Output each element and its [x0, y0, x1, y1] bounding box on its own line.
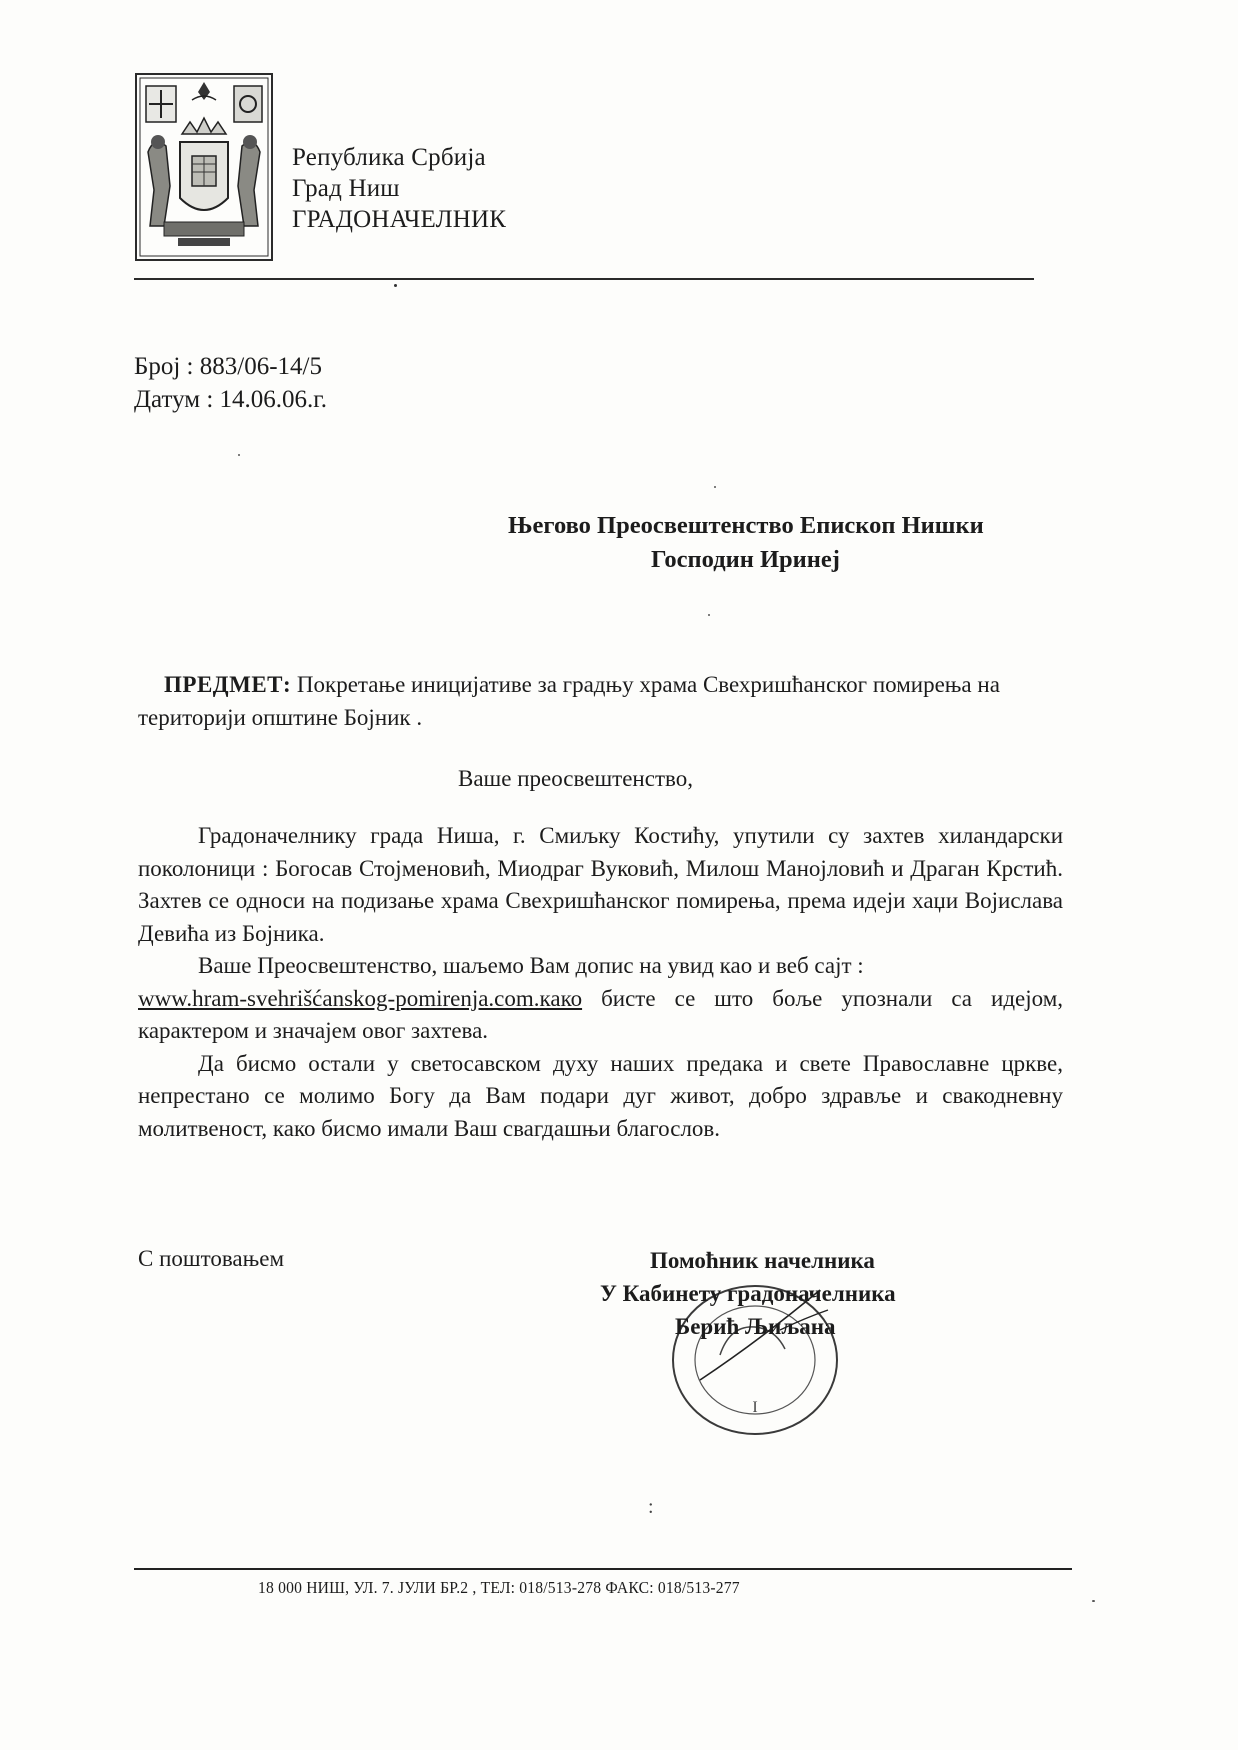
- subject-label: ПРЕДМЕТ:: [164, 672, 292, 697]
- subject-line: [138, 668, 1018, 734]
- recipient-block: [508, 509, 984, 577]
- website-link[interactable]: www.hram-svehrišćanskog-pomirenja.com.како: [138, 985, 583, 1011]
- signature-block: [600, 1244, 896, 1343]
- body-paragraph-2: [138, 950, 1063, 1048]
- signatory-name: Берић Љиљана: [675, 1314, 836, 1339]
- svg-text:І: І: [752, 1399, 758, 1416]
- scan-speck: [238, 454, 240, 456]
- letter-body: [138, 820, 1063, 1145]
- header-divider: [134, 278, 1034, 280]
- signatory-title-1: Помоћник начелника: [650, 1248, 875, 1273]
- body-paragraph-1: Градоначелнику града Ниша, г. Смиљку Костићу, упутили су захтев хиландарски поколоници : Богосав Стојменовић, Миодраг Вуковић, Милош Манојловић и Драган Крстић. Захтев се односи на подизање храма Свехришћанског помирења, према идеји хаџи Војислава Девића из Бојника.: [138, 823, 1063, 946]
- footer-address: 18 000 НИШ, УЛ. 7. ЈУЛИ БР.2 , ТЕЛ: 018/513-278 ФАКС: 018/513-277: [258, 1578, 740, 1597]
- footer-divider: [134, 1568, 1072, 1570]
- body-paragraph-3: Да бисмо остали у светосавском духу наших предака и свете Православне цркве, непрестано се молимо Богу да Вам подари дуг живот, добро здравље и свакодневну молитвеност, како бисмо имали Ваш свагдашњи благослов.: [138, 1050, 1063, 1141]
- body-paragraph-2-start: Ваше Преосвештенство, шаљемо Вам допис на увид као и веб сајт :: [198, 953, 864, 978]
- scan-speck: [708, 614, 710, 616]
- letterhead-text: [292, 142, 506, 235]
- recipient-line-2: Господин Иринеј: [651, 546, 840, 573]
- recipient-line-1: Његово Преосвештенство Епископ Нишки: [508, 512, 984, 539]
- scan-speck: [1092, 1600, 1095, 1602]
- country-name: Република Србија: [292, 144, 486, 171]
- salutation: Ваше преосвештенство,: [458, 766, 693, 791]
- body-paragraph-2-end: бисте се што боље упознали са идејом, карактером и значајем овог захтева.: [138, 985, 1063, 1043]
- coat-of-arms-icon: [134, 72, 274, 262]
- closing-phrase: С поштовањем: [138, 1246, 285, 1271]
- document-meta: [134, 350, 327, 416]
- office-name: ГРАДОНАЧЕЛНИК: [292, 206, 507, 233]
- document-date: Датум : 14.06.06.г.: [134, 386, 327, 413]
- signatory-title-2: У Кабинету градоначелника: [600, 1281, 896, 1306]
- scan-mark: :: [648, 1496, 654, 1518]
- subject-text: Покретање иницијативе за градњу храма Свехришћанског помирења на територији општине Бојник .: [138, 672, 1000, 730]
- scan-speck: [714, 486, 716, 488]
- city-name: Град Ниш: [292, 175, 400, 202]
- document-number: Број : 883/06-14/5: [134, 353, 322, 380]
- scan-speck: [394, 284, 397, 287]
